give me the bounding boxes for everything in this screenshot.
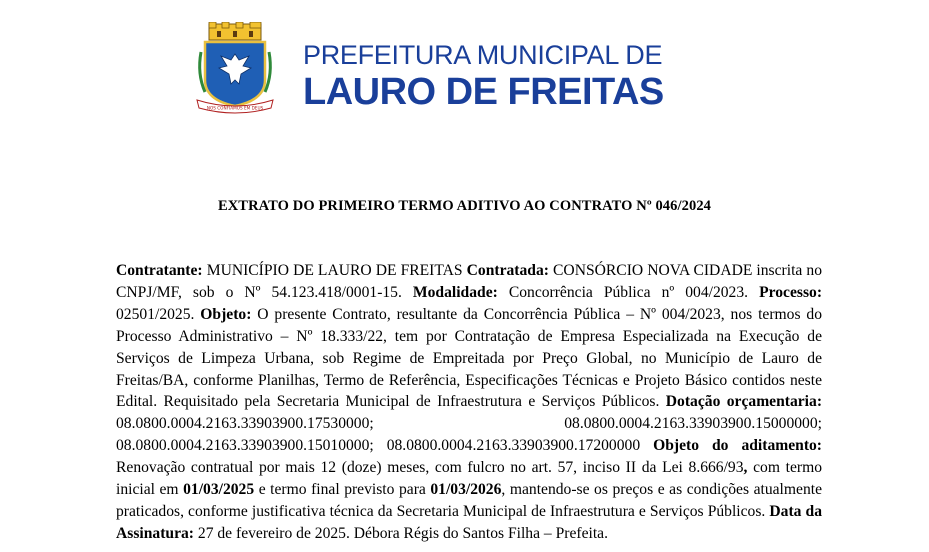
contratante-value: MUNICÍPIO DE LAURO DE FREITAS [206,262,463,279]
org-name-line1: PREFEITURA MUNICIPAL DE [303,40,663,70]
objeto-aditamento-label: Objeto do aditamento: [653,437,823,455]
objeto-aditamento-text2: com termo inicial em [116,459,822,499]
modalidade-value: Concorrência Pública nº 004/2023. [508,283,749,301]
objeto-value: O presente Contrato, resultante da Concorrência Pública – Nº 004/2023, nos termos do Processo Administrativo – Nº 18.333/22, tem por Contratação de Empresa Especializada na Execução de Serviços de Limpeza Urbana, sob Regime de Empreitada por Preço Global, no Município de Lauro de Freitas/BA, conforme Planilhas, Termo de Referência, Especificações Técnicas e Projeto Básico contidos neste Edital. Requisitado pela Secretaria Municipal de Infraestrutura e Serviços Públicos. [116,305,823,411]
termo-final: 01/03/2026 [430,481,502,499]
assinatura-label: Data da Assinatura: [116,502,823,542]
objeto-label: Objeto: [200,305,252,323]
dotacao-label: Dotação orçamentaria: [665,393,823,411]
objeto-aditamento-text1: Renovação contratual por mais 12 (doze) meses, com fulcro no art. 57, inciso II da Lei 8.666/93 [116,459,744,477]
processo-value: 02501/2025. [116,305,195,323]
objeto-aditamento-text4: , mantendo-se os preços e as condições atualmente praticados, conforme justificativa técnica da Secretaria Municipal de Infraestrutura e Serviços Públicos. [116,481,822,520]
letterhead [0,0,929,120]
contratada-value: CONSÓRCIO NOVA CIDADE inscrita no CNPJ/MF, sob o Nº 54.123.418/0001-15. [116,262,822,301]
assinatura-value: 27 de fevereiro de 2025. Débora Régis do Santos Filha – Prefeita. [197,524,608,542]
org-name-line2: LAURO DE FREITAS [303,71,664,113]
coat-of-arms-icon [195,22,275,114]
termo-inicial: 01/03/2025 [183,481,255,499]
document-body [116,260,822,545]
objeto-aditamento-text3: e termo final previsto para [258,481,426,499]
modalidade-label: Modalidade: [412,283,498,301]
contratante-label: Contratante: [116,262,203,279]
contratada-label: Contratada: [466,262,549,279]
objeto-aditamento-comma: , [743,459,748,477]
processo-label: Processo: [759,283,823,301]
document-title: EXTRATO DO PRIMEIRO TERMO ADITIVO AO CONTRATO Nº 046/2024 [217,198,712,214]
municipality-brand [303,40,664,114]
crest-motto: NOS CONFIAMOS EM DEUS [206,105,264,111]
dotacao-value: 08.0800.0004.2163.33903900.17530000; 08.0800.0004.2163.33903900.15000000; 08.0800.0004.2163.33903900.15010000; 08.0800.0004.2163.33903900.17200000 [116,415,822,455]
